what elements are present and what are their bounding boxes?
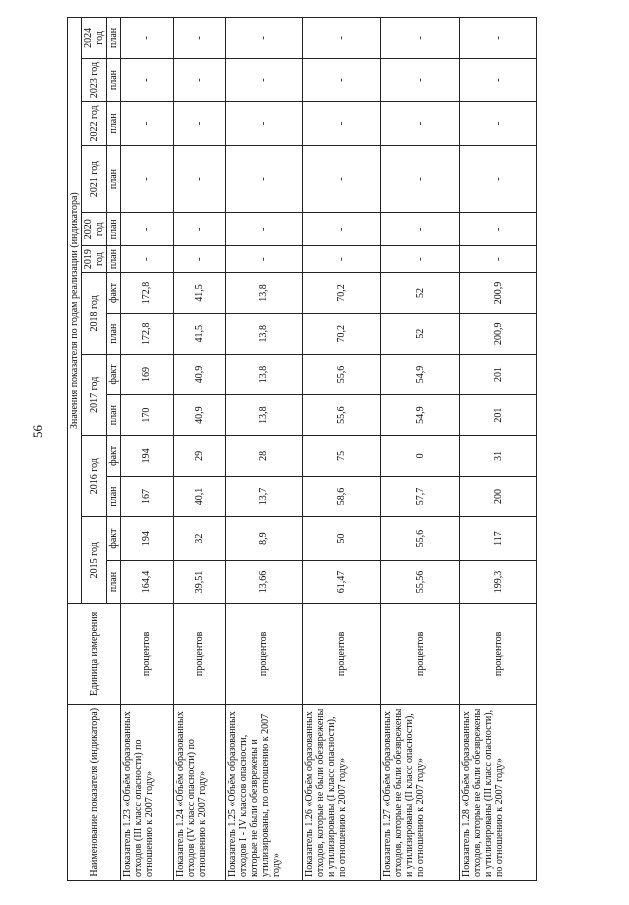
value-cell: 0 [381,435,460,476]
value-cell: 172,8 [121,313,174,354]
value-cell: - [460,213,537,246]
value-cell: 200 [460,476,537,517]
page-number: 56 [30,425,45,438]
value-cell: - [226,246,303,273]
value-cell: - [381,213,460,246]
value-cell: 170 [121,395,174,436]
value-cell: - [226,102,303,145]
subheader-plan: план [107,246,121,273]
value-cell: 199,3 [460,560,537,603]
value-cell: 200,9 [460,313,537,354]
value-cell: - [381,102,460,145]
value-cell: 13,66 [226,560,303,603]
value-cell: - [121,58,174,101]
year-header: 2018 год [82,273,107,354]
value-cell: 164,4 [121,560,174,603]
value-cell: 52 [381,273,460,314]
value-cell: - [302,213,381,246]
table-row [302,18,381,881]
value-cell: - [173,18,226,59]
indicator-name-cell: Показатель 1.27 «Объём образованных отходов, которые не были обезврежены и утилизированы (II класс опасности), по отношению к 2007 году» [381,704,460,880]
value-cell: 41,5 [173,273,226,314]
subheader-fact: факт [107,273,121,314]
subheader-fact: факт [107,435,121,476]
year-header: 2021 год [82,145,107,213]
value-cell: 61,47 [302,560,381,603]
value-cell: - [121,145,174,213]
unit-cell: процентов [460,604,537,704]
year-header: 2020 год [82,213,107,246]
value-cell: - [460,246,537,273]
value-cell: 39,51 [173,560,226,603]
unit-cell: процентов [121,604,174,704]
value-cell: - [173,102,226,145]
value-cell: 40,1 [173,476,226,517]
value-cell: - [121,102,174,145]
year-header: 2024 год [82,18,107,59]
value-cell: - [173,58,226,101]
table-body [121,18,537,881]
value-cell: 75 [302,435,381,476]
unit-cell: процентов [302,604,381,704]
subheader-plan: план [107,395,121,436]
subheader-fact: факт [107,354,121,395]
indicator-name-cell: Показатель 1.23 «Объём образованных отходов (III класс опасности) по отношению к 2007 году» [121,704,174,880]
value-cell: 32 [173,517,226,560]
value-cell: - [460,145,537,213]
value-cell: 13,8 [226,354,303,395]
value-cell: 29 [173,435,226,476]
subheader-plan: план [107,476,121,517]
indicator-name-cell: Показатель 1.26 «Объём образованных отходов, которые не были обезврежены и утилизированы (I класс опасности), по отношению к 2007 году» [302,704,381,880]
value-cell: 40,9 [173,354,226,395]
year-header: 2015 год [82,517,107,604]
value-cell: - [460,18,537,59]
value-cell: - [121,246,174,273]
indicator-name-cell: Показатель 1.28 «Объём образованных отходов, которые не были обезврежены и утилизированы (III класс опасности), по отношению к 2007 году» [460,704,537,880]
column-header-values-group: Значения показателя по годам реализации (индикатора) [68,18,82,604]
subheader-plan: план [107,560,121,603]
subheader-fact: факт [107,517,121,560]
year-header: 2023 год [82,58,107,101]
value-cell: 194 [121,435,174,476]
value-cell: 70,2 [302,273,381,314]
table-row [121,18,174,881]
value-cell: 54,9 [381,354,460,395]
column-header-name: Наименование показателя (индикатора) [68,704,121,880]
value-cell: - [381,58,460,101]
value-cell: - [302,145,381,213]
value-cell: - [381,145,460,213]
value-cell: - [302,102,381,145]
indicator-name-cell: Показатель 1.24 «Объём образованных отходов (IV класс опасности) по отношению к 2007 году» [173,704,226,880]
subheader-plan: план [107,102,121,145]
year-header: 2022 год [82,102,107,145]
table-row [226,18,303,881]
value-cell: - [173,145,226,213]
value-cell: 200,9 [460,273,537,314]
value-cell: 40,9 [173,395,226,436]
table-row [460,18,537,881]
subheader-plan: план [107,58,121,101]
subheader-plan: план [107,313,121,354]
value-cell: 41,5 [173,313,226,354]
subheader-plan: план [107,18,121,59]
table-row [381,18,460,881]
unit-cell: процентов [381,604,460,704]
table-row [173,18,226,881]
indicator-name-cell: Показатель 1.25 «Объём образованных отходов I - IV классов опасности, которые не были обезврежены и утилизированы, по отношению к 2007 году» [226,704,303,880]
year-header: 2016 год [82,435,107,516]
value-cell: - [226,213,303,246]
value-cell: 57,7 [381,476,460,517]
value-cell: 172,8 [121,273,174,314]
indicator-table-sheet [67,17,537,881]
value-cell: 55,6 [302,354,381,395]
value-cell: 167 [121,476,174,517]
value-cell: - [226,145,303,213]
value-cell: 13,8 [226,273,303,314]
value-cell: 201 [460,354,537,395]
value-cell: - [302,246,381,273]
value-cell: 31 [460,435,537,476]
value-cell: 201 [460,395,537,436]
value-cell: - [173,246,226,273]
year-header: 2017 год [82,354,107,435]
year-header: 2019 год [82,246,107,273]
value-cell: 194 [121,517,174,560]
value-cell: 55,56 [381,560,460,603]
value-cell: - [302,18,381,59]
value-cell: 28 [226,435,303,476]
column-header-unit: Единица измерения [68,604,121,704]
value-cell: 70,2 [302,313,381,354]
value-cell: 55,6 [381,517,460,560]
value-cell: 13,8 [226,395,303,436]
value-cell: 55,6 [302,395,381,436]
value-cell: - [226,58,303,101]
value-cell: 13,7 [226,476,303,517]
value-cell: - [381,246,460,273]
value-cell: - [302,58,381,101]
unit-cell: процентов [173,604,226,704]
value-cell: - [460,102,537,145]
value-cell: - [121,213,174,246]
value-cell: 13,8 [226,313,303,354]
value-cell: 50 [302,517,381,560]
value-cell: 52 [381,313,460,354]
value-cell: 169 [121,354,174,395]
value-cell: - [121,18,174,59]
value-cell: - [460,58,537,101]
value-cell: - [381,18,460,59]
unit-cell: процентов [226,604,303,704]
value-cell: 54,9 [381,395,460,436]
indicator-table [67,17,537,881]
value-cell: 117 [460,517,537,560]
value-cell: 8,9 [226,517,303,560]
value-cell: - [173,213,226,246]
value-cell: 58,6 [302,476,381,517]
subheader-plan: план [107,213,121,246]
subheader-plan: план [107,145,121,213]
value-cell: - [226,18,303,59]
